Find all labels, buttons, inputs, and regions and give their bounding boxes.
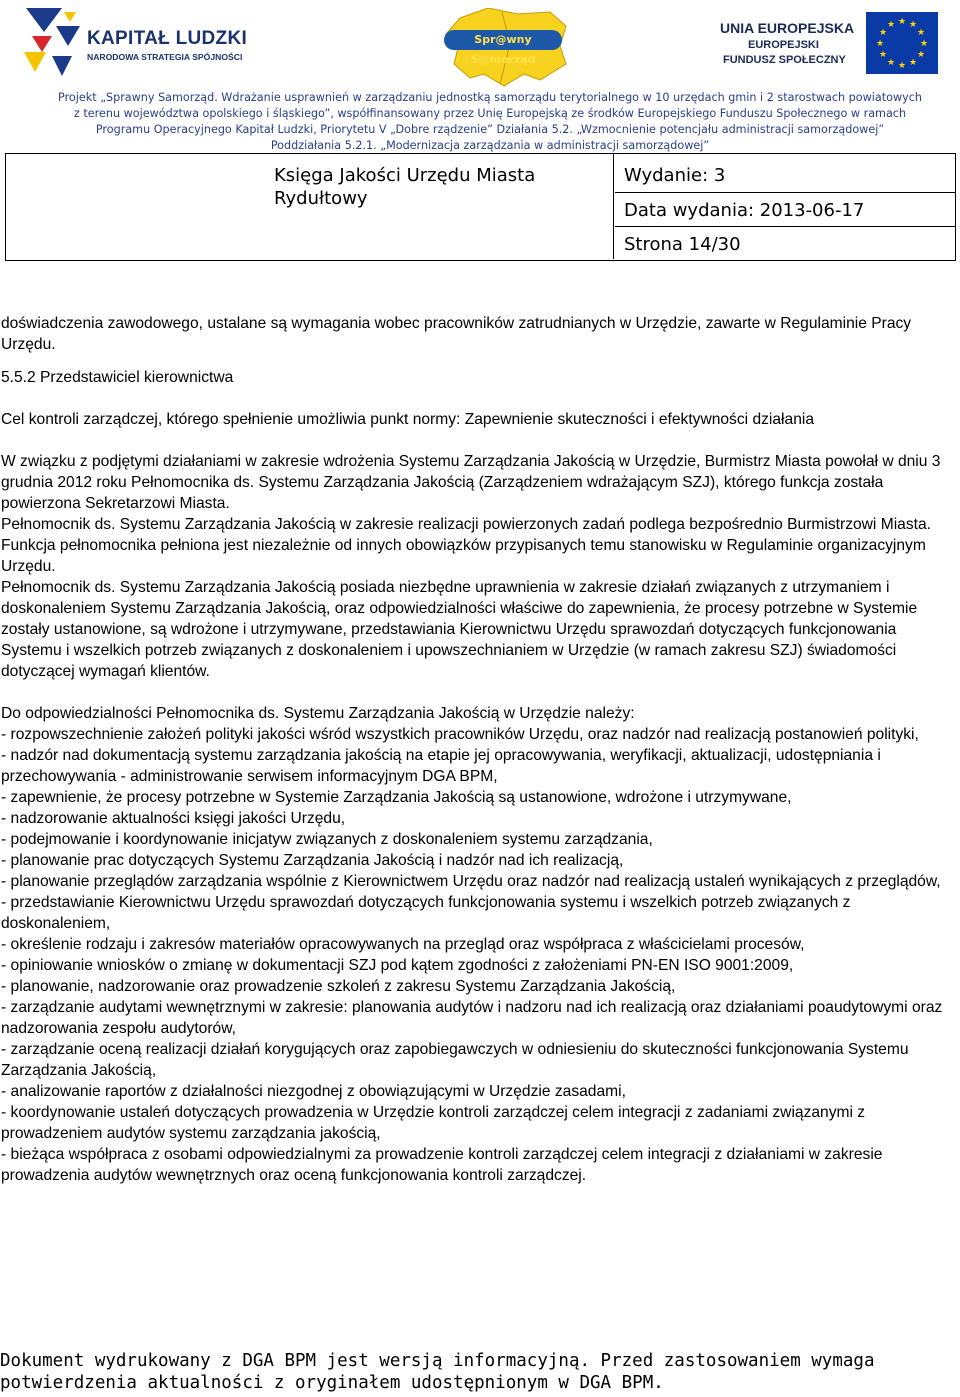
intro-paragraph: doświadczenia zawodowego, ustalane są wymagania wobec pracowników zatrudnianych w Urzędzie, zawarte w Regulaminie Pracy Urzędu. [1,315,912,353]
list-item: - koordynowanie ustaleń dotyczących prowadzenia w Urzędzie kontroli zarządczej celem integracji z zadaniami związanymi z prowadzeniem audytów systemu zarządzania jakością, [1,1104,866,1142]
sprawny-samorzad-label: Spr@wny S@morząd [444,30,562,50]
document-body [1,313,959,1186]
responsibilities-intro: Do odpowiedzialności Pełnomocnika ds. Systemu Zarządzania Jakością w Urzędzie należy: [1,705,635,722]
list-item: - rozpowszechnienie założeń polityki jakości wśród wszystkich pracowników Urzędu, oraz nadzór nad realizacją postanowień polityki, [1,726,919,743]
list-item: - zapewnienie, że procesy potrzebne w Systemie Zarządzania Jakością są ustanowione, wdrożone i utrzymywane, [1,789,792,806]
list-item: - nadzór nad dokumentacją systemu zarządzania jakością na etapie jej opracowywania, weryfikacji, aktualizacji, udostępniania i przechowywania - administrowanie serwisem informacyjnym DGA BPM, [1,747,881,785]
body-paragraph: Pełnomocnik ds. Systemu Zarządzania Jakością w zakresie realizacji powierzonych zadań podlega bezpośrednio Burmistrzowi Miasta. Funkcja pełnomocnika pełniona jest niezależnie od innych obowiązków przypisanych temu stanowisku w Regulaminie organizacyjnym Urzędu. [1,516,931,575]
header-title-cell [6,154,614,259]
edition-value: Wydanie: 3 [624,165,726,186]
section-heading: 5.5.2 Przedstawiciel kierownictwa [1,369,234,386]
body-paragraph: Pełnomocnik ds. Systemu Zarządzania Jakością posiada niezbędne uprawnienia w zakresie działań związanych z utrzymaniem i doskonaleniem Systemu Zarządzania Jakością, oraz odpowiedzialności właściwe do zapewnienia, że procesy potrzebne w Systemie zostały ustanowione, są wdrożone i utrzymywane, przedstawiania Kierownictwu Urzędu sprawozdań dotyczących funkcjonowania Systemu i wszelkich potrzeb związanych z doskonaleniem i upowszechnianiem w Urzędzie (w ramach zakresu SZJ) świadomości dotyczącej wymagań klientów. [1,579,918,680]
sprawny-samorzad-logo [440,8,580,88]
list-item: - opiniowanie wniosków o zmianę w dokumentacji SZJ pod kątem zgodności z założeniami PN-EN ISO 9001:2009, [1,957,794,974]
svg-text:★: ★ [897,61,907,71]
document-header-table [5,153,956,261]
svg-text:★: ★ [897,17,907,27]
svg-text:★: ★ [878,50,888,60]
svg-text:★: ★ [908,20,918,30]
document-title-line-1: Księga Jakości Urzędu Miasta [274,165,536,186]
list-item: - określenie rodzaju i zakresów materiałów opracowywanych na przegląd oraz współpraca z właścicielami procesów, [1,936,805,953]
list-item: - planowanie, nadzorowanie oraz prowadzenie szkoleń z zakresu Systemu Zarządzania Jakością, [1,978,676,995]
list-item: - przedstawianie Kierownictwu Urzędu sprawozdań dotyczących funkcjonowania systemu i wszelkich potrzeb związanych z doskonaleniem, [1,894,851,932]
svg-text:★: ★ [919,39,929,49]
issue-date-value: Data wydania: 2013-06-17 [624,200,865,221]
eu-logo [720,6,940,82]
edition-cell [615,154,955,193]
eu-fund-label-1: EUROPEJSKI [748,39,819,51]
kapital-ludzki-title: KAPITAŁ LUDZKI [87,28,248,49]
list-item: - nadzorowanie aktualności księgi jakości Urzędu, [1,810,346,827]
eu-fund-label-2: FUNDUSZ SPOŁECZNY [723,54,846,66]
project-line: Programu Operacyjnego Kapitał Ludzki, Priorytetu V „Dobre rządzenie” Działania 5.2. „Wzmocnienie potencjału administracji samorządowej” [95,123,885,136]
print-disclaimer [0,1350,960,1394]
page-number-value: Strona 14/30 [624,234,741,255]
svg-text:★: ★ [875,39,885,49]
list-item: - planowanie przeglądów zarządzania wspólnie z Kierownictwem Urzędu oraz nadzór nad realizacją ustaleń wynikających z przeglądów, [1,873,941,890]
list-item: - planowanie prac dotyczących Systemu Zarządzania Jakością i nadzór nad ich realizacją, [1,852,624,869]
svg-text:★: ★ [886,58,896,68]
list-item: - zarządzanie audytami wewnętrznymi w zakresie: planowania audytów i nadzoru nad ich realizacją oraz działaniami poaudytowymi oraz nadzorowania zespołu audytorów, [1,999,943,1037]
kapital-ludzki-logo [22,6,272,82]
svg-text:★: ★ [916,28,926,38]
page-number-cell [615,227,955,260]
svg-text:★: ★ [908,58,918,68]
svg-text:★: ★ [878,28,888,38]
svg-text:★: ★ [916,50,926,60]
kapital-ludzki-emblem-icon [22,6,84,82]
control-goal: Cel kontroli zarządczej, którego spełnienie umożliwia punkt normy: Zapewnienie skuteczności i efektywności działania [1,411,814,428]
list-item: - podejmowanie i koordynowanie inicjatyw związanych z doskonaleniem systemu zarządzania, [1,831,653,848]
project-line: Projekt „Sprawny Samorząd. Wdrażanie usprawnień w zarządzaniu jednostką samorządu terytorialnego w 10 urzędach gmin i 2 starostwach powiatowych [58,91,922,104]
document-title-line-2: Rydułtowy [274,188,368,209]
eu-flag-icon [866,12,938,74]
list-item: - zarządzanie oceną realizacji działań korygujących oraz zapobiegawczych w odniesieniu do skuteczności funkcjonowania Systemu Zarządzania Jakością, [1,1041,909,1079]
document-title [274,164,594,210]
kapital-ludzki-subtitle: NARODOWA STRATEGIA SPÓJNOŚCI [87,52,243,62]
disclaimer-line-2: potwierdzenia aktualności z oryginałem udostępnionym w DGA BPM. [0,1373,664,1393]
list-item: - analizowanie raportów z działalności niezgodnej z obowiązującymi w Urzędzie zasadami, [1,1083,626,1100]
svg-text:★: ★ [886,20,896,30]
project-line: Poddziałania 5.2.1. „Modernizacja zarządzania w administracji samorządowej” [270,139,710,152]
body-paragraph: W związku z podjętymi działaniami w zakresie wdrożenia Systemu Zarządzania Jakością w Urzędzie, Burmistrz Miasta powołał w dniu 3 grudnia 2012 roku Pełnomocnika ds. Systemu Zarządzania Jakością (Zarządzeniem wdrażającym SZJ), którego funkcja została powierzona Sekretarzowi Miasta. [1,453,941,512]
issue-date-cell [615,193,955,227]
list-item: - bieżąca współpraca z osobami odpowiedzialnymi za prowadzenie kontroli zarządczej celem integracji z działaniami w zakresie prowadzenia audytów wewnętrznych oraz oceną funkcjonowania kontroli zarządczej. [1,1146,883,1184]
disclaimer-line-1: Dokument wydrukowany z DGA BPM jest wersją informacyjną. Przed zastosowaniem wymaga [0,1351,875,1371]
eu-union-label: UNIA EUROPEJSKA [720,20,855,36]
project-info [40,90,940,154]
project-line: z terenu województwa opolskiego i śląskiego”, współfinansowany przez Unię Europejską ze środków Europejskiego Funduszu Społecznego w ramach [73,107,907,120]
